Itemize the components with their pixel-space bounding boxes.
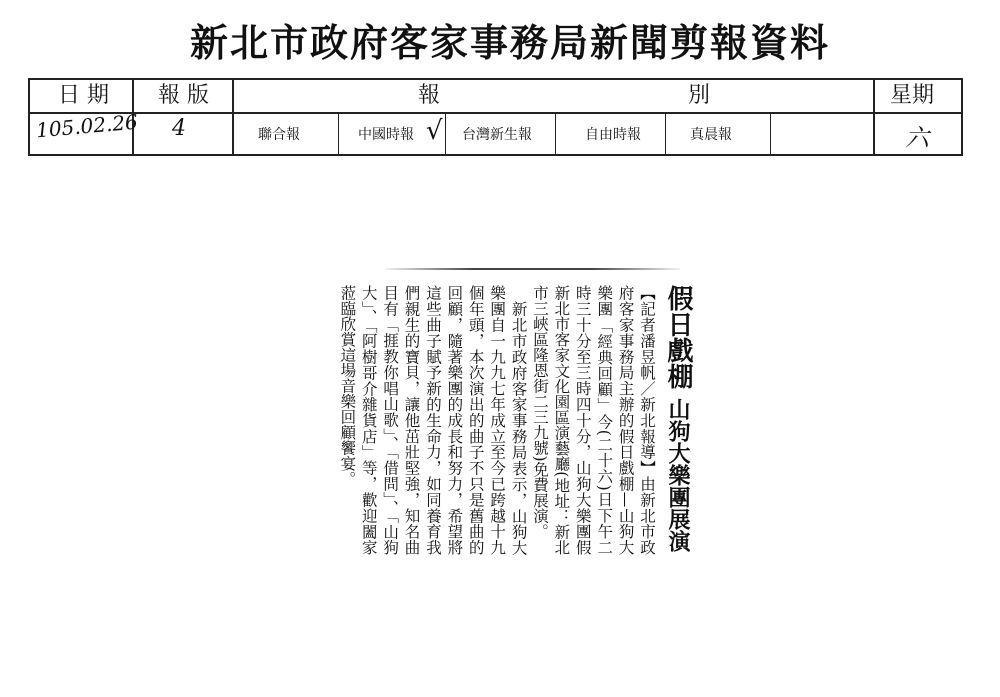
paper-taiwan-shin-sheng: 台灣新生報 [462, 127, 532, 143]
paper-divider [338, 112, 339, 156]
paper-lianhe: 聯合報 [258, 127, 300, 143]
headline-main: 假日戲棚 [663, 285, 693, 389]
edition-value: 4 [172, 116, 186, 141]
weekday-label: 星期 [890, 83, 935, 108]
paper-divider [555, 112, 556, 156]
paper-chinatimes: 中國時報 [358, 127, 414, 143]
news-article [255, 285, 695, 555]
headline-sub: 山狗大樂團展演 [665, 398, 691, 553]
clipping-top-rule [385, 268, 680, 270]
paper-zhenchen: 真晨報 [690, 127, 732, 143]
article-paragraph: 【記者潘昱帆／新北報導】由新北市政府客家事務局主辦的假日戲棚—山狗大樂團「經典回顧」今(二十六)日下午二時三十分至三時四十分，山狗大樂團假新北市客家文化園區演藝廳(地址：新北市三峽區隆恩街二三九號)免費展演。 [530, 285, 656, 555]
weekday-value: 六 [905, 124, 929, 152]
paper-label-2: 別 [688, 83, 711, 108]
date-value: 105.02.26 [35, 109, 139, 143]
header-col-divider [232, 78, 234, 156]
article-headline [661, 285, 695, 555]
article-paragraph: 新北市政府客家事務局表示，山狗大樂團自一九九七年成立至今已跨越十九個年頭，本次演出的曲子不只是舊曲的回顧，隨著樂團的成長和努力，希望將這些曲子賦予新的生命力，如同養育我們親生的寶貝，讓他茁壯堅強，知名曲目有「捱教你唱山歌」、「借問」、「山狗大」、「阿樹哥介雜貨店」等，歡迎闔家蒞臨欣賞這場音樂回顧饗宴。 [338, 285, 528, 555]
paper-divider [770, 112, 771, 156]
edition-label: 報 版 [158, 83, 209, 108]
paper-divider [665, 112, 666, 156]
check-mark-icon: √ [426, 116, 443, 146]
document-title: 新北市政府客家事務局新聞剪報資料 [190, 20, 831, 65]
date-label: 日 期 [58, 83, 109, 108]
header-col-divider [873, 78, 875, 156]
header-row-divider [28, 112, 963, 114]
paper-divider [445, 112, 446, 156]
paper-label-1: 報 [418, 83, 441, 108]
paper-liberty-times: 自由時報 [585, 127, 641, 143]
